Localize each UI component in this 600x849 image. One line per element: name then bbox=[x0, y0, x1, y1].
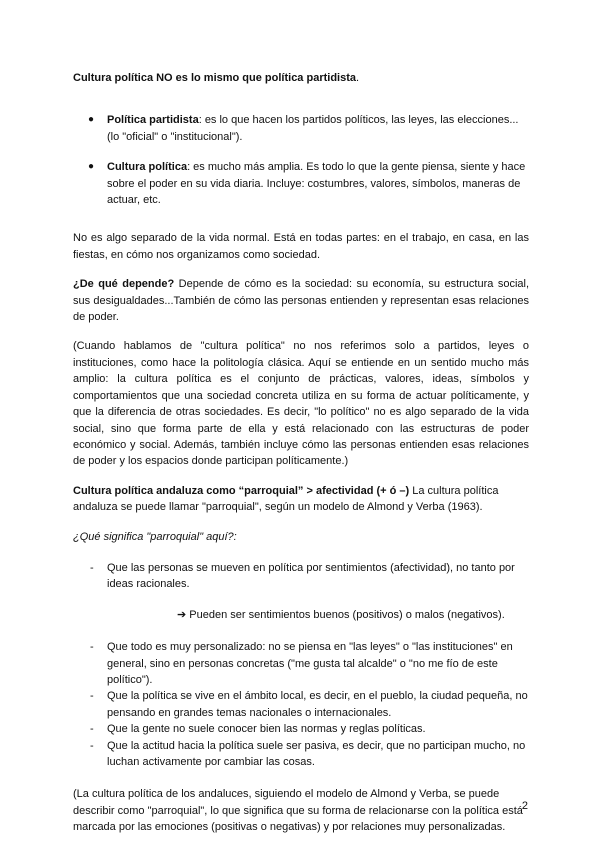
dash-marker: - bbox=[90, 561, 94, 574]
bullet-term: Cultura política bbox=[107, 161, 188, 174]
dash-list-item bbox=[73, 639, 529, 688]
section-title bbox=[73, 70, 529, 86]
dash-list-item bbox=[73, 738, 529, 771]
paragraph-definition: (Cuando hablamos de "cultura política" no nos referimos solo a partidos, leyes o instituciones, como hace la politología clásica. Aquí se entiende en un sentido mucho más amplio: la cultura política es el conjunto de prácticas, valores, ideas, símbolos y comportamientos que una sociedad concreta utiliza en su forma de actuar políticamente, y que la diferencia de otras sociedades. Es decir, "lo político" no es algo separado de la vida social, sino que forma parte de ella y está relacionado con las estructuras de poder económico y social. Además, también incluye cómo las personas entienden esas relaciones de poder y los espacios donde participan políticamente.) bbox=[73, 340, 529, 468]
arrow-note: ➔ Pueden ser sentimientos buenos (positivos) o malos (negativos). bbox=[177, 608, 505, 621]
paragraph-everyday-life: No es algo separado de la vida normal. Está en todas partes: en el trabajo, en casa, en las fiestas, en cómo nos organizamos como sociedad. bbox=[73, 232, 529, 261]
section-title-strong: Cultura política NO es lo mismo que política partidista bbox=[73, 72, 356, 84]
dash-marker: - bbox=[90, 723, 94, 736]
question-heading: ¿Qué significa "parroquial" aquí?: bbox=[73, 530, 237, 543]
paragraph-andalusian-text: La cultura política andaluza se puede llamar "parroquial", según un modelo de Almond y Verba (1963). bbox=[73, 484, 499, 514]
dash-list-item bbox=[73, 688, 529, 721]
paragraph-depends-strong: ¿De qué depende? bbox=[73, 278, 175, 291]
paragraph-depends-text: Depende de cómo es la sociedad: su economía, su estructura social, sus desigualdades...También de cómo las personas entienden y representan esas relaciones de poder. bbox=[73, 278, 530, 324]
bullet-item bbox=[73, 159, 529, 208]
paragraph-andalusian-culture bbox=[73, 483, 529, 516]
dash-list-item bbox=[73, 560, 529, 593]
bullet-dot-icon: ● bbox=[88, 114, 95, 126]
bullet-dot-icon: ● bbox=[88, 161, 95, 173]
dash-item-text: Que la gente no suele conocer bien las normas y reglas políticas. bbox=[107, 723, 426, 736]
document-page bbox=[73, 70, 529, 849]
page-number: 2 bbox=[521, 800, 528, 812]
bullet-text: : es mucho más amplia. Es todo lo que la gente piensa, siente y hace sobre el poder en su vida diaria. Incluye: costumbres, valores, símbolos, maneras de actuar, etc. bbox=[107, 161, 526, 207]
bullet-text: : es lo que hacen los partidos políticos, las leyes, las elecciones... (lo "oficial" o "institucional"). bbox=[107, 114, 519, 143]
dash-marker: - bbox=[90, 641, 94, 654]
dash-item-text: Que las personas se mueven en política por sentimientos (afectividad), no tanto por ideas racionales. bbox=[107, 561, 515, 591]
dash-item-text: Que la actitud hacia la política suele ser pasiva, es decir, que no participan mucho, no luchan activamente por cambiar las cosas. bbox=[107, 739, 526, 768]
bullet-term: Política partidista bbox=[107, 114, 199, 127]
bullet-item bbox=[73, 112, 529, 145]
paragraph-conclusion: (La cultura política de los andaluces, siguiendo el modelo de Almond y Verba, se puede describir como "parroquial", lo que significa que su forma de relacionarse con la política está marcada por las emociones (positivas o negativas) y por relaciones muy personalizadas. bbox=[73, 788, 523, 834]
section-title-end: . bbox=[356, 72, 360, 84]
paragraph-depends bbox=[73, 276, 529, 325]
dash-marker: - bbox=[90, 690, 94, 703]
paragraph-andalusian-strong: Cultura política andaluza como “parroquial” > afectividad (+ ó –) bbox=[73, 484, 410, 497]
dash-list-item bbox=[73, 721, 529, 737]
dash-item-text: Que la política se vive en el ámbito local, es decir, en el pueblo, la ciudad pequeña, no pensando en grandes temas nacionales o internacionales. bbox=[107, 690, 528, 719]
dash-marker: - bbox=[90, 739, 94, 752]
dash-item-text: Que todo es muy personalizado: no se piensa en "las leyes" o "las instituciones" en general, sino en personas concretas ("me gusta tal alcalde" o "no me fío de este político"). bbox=[107, 641, 513, 686]
